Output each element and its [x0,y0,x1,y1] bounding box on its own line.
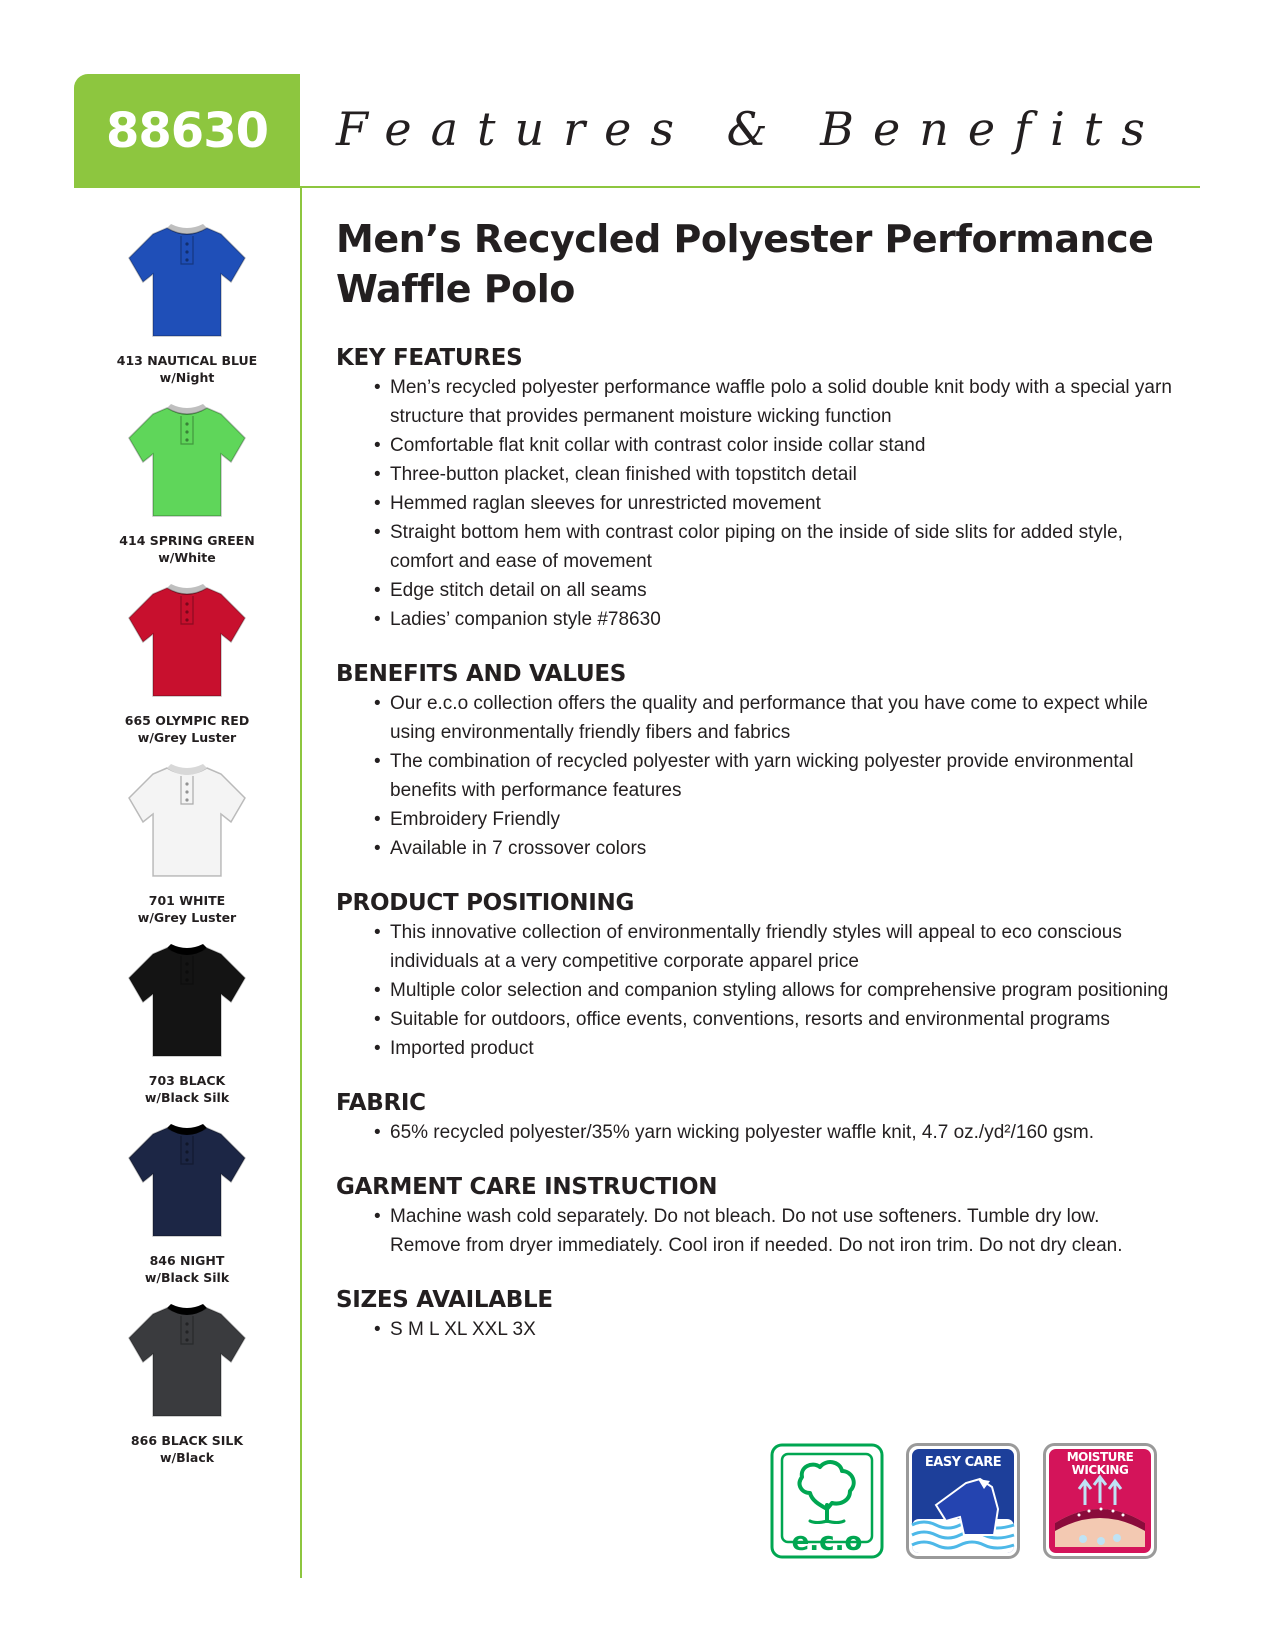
section-heading: GARMENT CARE INSTRUCTION [336,1174,718,1200]
bullet-item: • Available in 7 crossover colors [374,834,1174,863]
bullet-list [374,1315,1196,1344]
bullet-item: • Three-button placket, clean finished with topstitch detail [374,460,1174,489]
bullet-item: • Our e.c.o collection offers the quality and performance that you have come to expect while using environmentally friendly fibers and fabrics [374,689,1174,747]
style-number: 88630 [106,103,268,159]
section-heading: FABRIC [336,1090,426,1116]
swatch-color-code: 866 BLACK SILK [130,1433,244,1448]
polo-shirt-icon [123,398,251,522]
bullet-item: • 65% recycled polyester/35% yarn wicking polyester waffle knit, 4.7 oz./yd²/160 gsm. [374,1118,1174,1147]
color-swatch [80,1118,294,1298]
section-heading: KEY FEATURES [336,345,523,371]
feature-section [336,889,1196,1063]
swatch-color-code: 846 NIGHT [149,1253,225,1268]
bullet-item: • Hemmed raglan sleeves for unrestricted movement [374,489,1174,518]
bullet-item: • Men’s recycled polyester performance waffle polo a solid double knit body with a special yarn structure that provides permanent moisture wicking function [374,373,1174,431]
swatch-color-code: 701 WHITE [148,893,226,908]
sidebar-divider [300,186,302,1578]
swatch-color-code: 413 NAUTICAL BLUE [116,353,258,368]
eco-badge-label: e.c.o [791,1527,863,1557]
swatch-trim-color: w/Night [159,370,215,385]
swatch-trim-color: w/Black Silk [144,1270,230,1285]
bullet-item: • Embroidery Friendly [374,805,1174,834]
color-swatch [80,758,294,938]
polo-shirt-icon [123,218,251,342]
section-heading: SIZES AVAILABLE [336,1287,553,1313]
bullet-item: • Edge stitch detail on all seams [374,576,1174,605]
bullet-item: • Comfortable flat knit collar with contrast color inside collar stand [374,431,1174,460]
swatch-trim-color: w/Grey Luster [137,730,237,745]
main-content [336,214,1196,1344]
color-swatch [80,398,294,578]
color-swatch [80,938,294,1118]
moisture-wicking-badge-label: MOISTURE WICKING [1066,1450,1134,1477]
bullet-item: • S M L XL XXL 3X [374,1315,1174,1344]
feature-section [336,344,1196,634]
bullet-item: • Multiple color selection and companion styling allows for comprehensive program positioning [374,976,1174,1005]
section-heading: BENEFITS AND VALUES [336,661,627,687]
badge-row [770,1443,1162,1559]
bullet-list [374,1118,1196,1147]
bullet-list [374,1202,1196,1260]
feature-sections [336,344,1196,1344]
bullet-item: • The combination of recycled polyester with yarn wicking polyester provide environmental benefits with performance features [374,747,1174,805]
style-number-tab [74,74,300,188]
page-title: Features & Benefits [336,102,1164,156]
bullet-list [374,918,1196,1063]
bullet-item: • Ladies’ companion style #78630 [374,605,1174,634]
easy-care-badge [906,1443,1020,1559]
color-swatch [80,578,294,758]
easy-care-badge-label: EASY CARE [924,1455,1002,1470]
feature-section [336,1173,1196,1260]
bullet-list [374,373,1196,634]
color-swatch [80,218,294,398]
moisture-wicking-badge [1043,1443,1157,1559]
swatch-color-code: 665 OLYMPIC RED [124,713,250,728]
bullet-list [374,689,1196,863]
section-heading: PRODUCT POSITIONING [336,890,635,916]
swatch-trim-color: w/Black Silk [144,1090,230,1105]
swatch-trim-color: w/White [158,550,216,565]
swatch-color-code: 703 BLACK [148,1073,226,1088]
bullet-item: • Straight bottom hem with contrast color piping on the inside of side slits for added style, comfort and ease of movement [374,518,1174,576]
polo-shirt-icon [123,578,251,702]
feature-section [336,660,1196,863]
product-title: Men’s Recycled Polyester Performance Waffle Polo [336,217,1154,311]
bullet-item: • Suitable for outdoors, office events, conventions, resorts and environmental programs [374,1005,1174,1034]
bullet-item: • Imported product [374,1034,1174,1063]
feature-section [336,1089,1196,1147]
eco-badge [770,1443,884,1559]
swatch-color-code: 414 SPRING GREEN [119,533,255,548]
header-divider [74,186,1200,188]
color-swatch [80,1298,294,1478]
polo-shirt-icon [123,758,251,882]
swatch-trim-color: w/Black [159,1450,215,1465]
bullet-item: • This innovative collection of environmentally friendly styles will appeal to eco conscious individuals at a very competitive corporate apparel price [374,918,1174,976]
polo-shirt-icon [123,1298,251,1422]
polo-shirt-icon [123,1118,251,1242]
polo-shirt-icon [123,938,251,1062]
bullet-item: • Machine wash cold separately. Do not bleach. Do not use softeners. Tumble dry low. Remove from dryer immediately. Cool iron if needed. Do not iron trim. Do not dry clean. [374,1202,1174,1260]
swatch-trim-color: w/Grey Luster [137,910,237,925]
feature-section [336,1286,1196,1344]
color-swatch-list [80,218,294,1478]
